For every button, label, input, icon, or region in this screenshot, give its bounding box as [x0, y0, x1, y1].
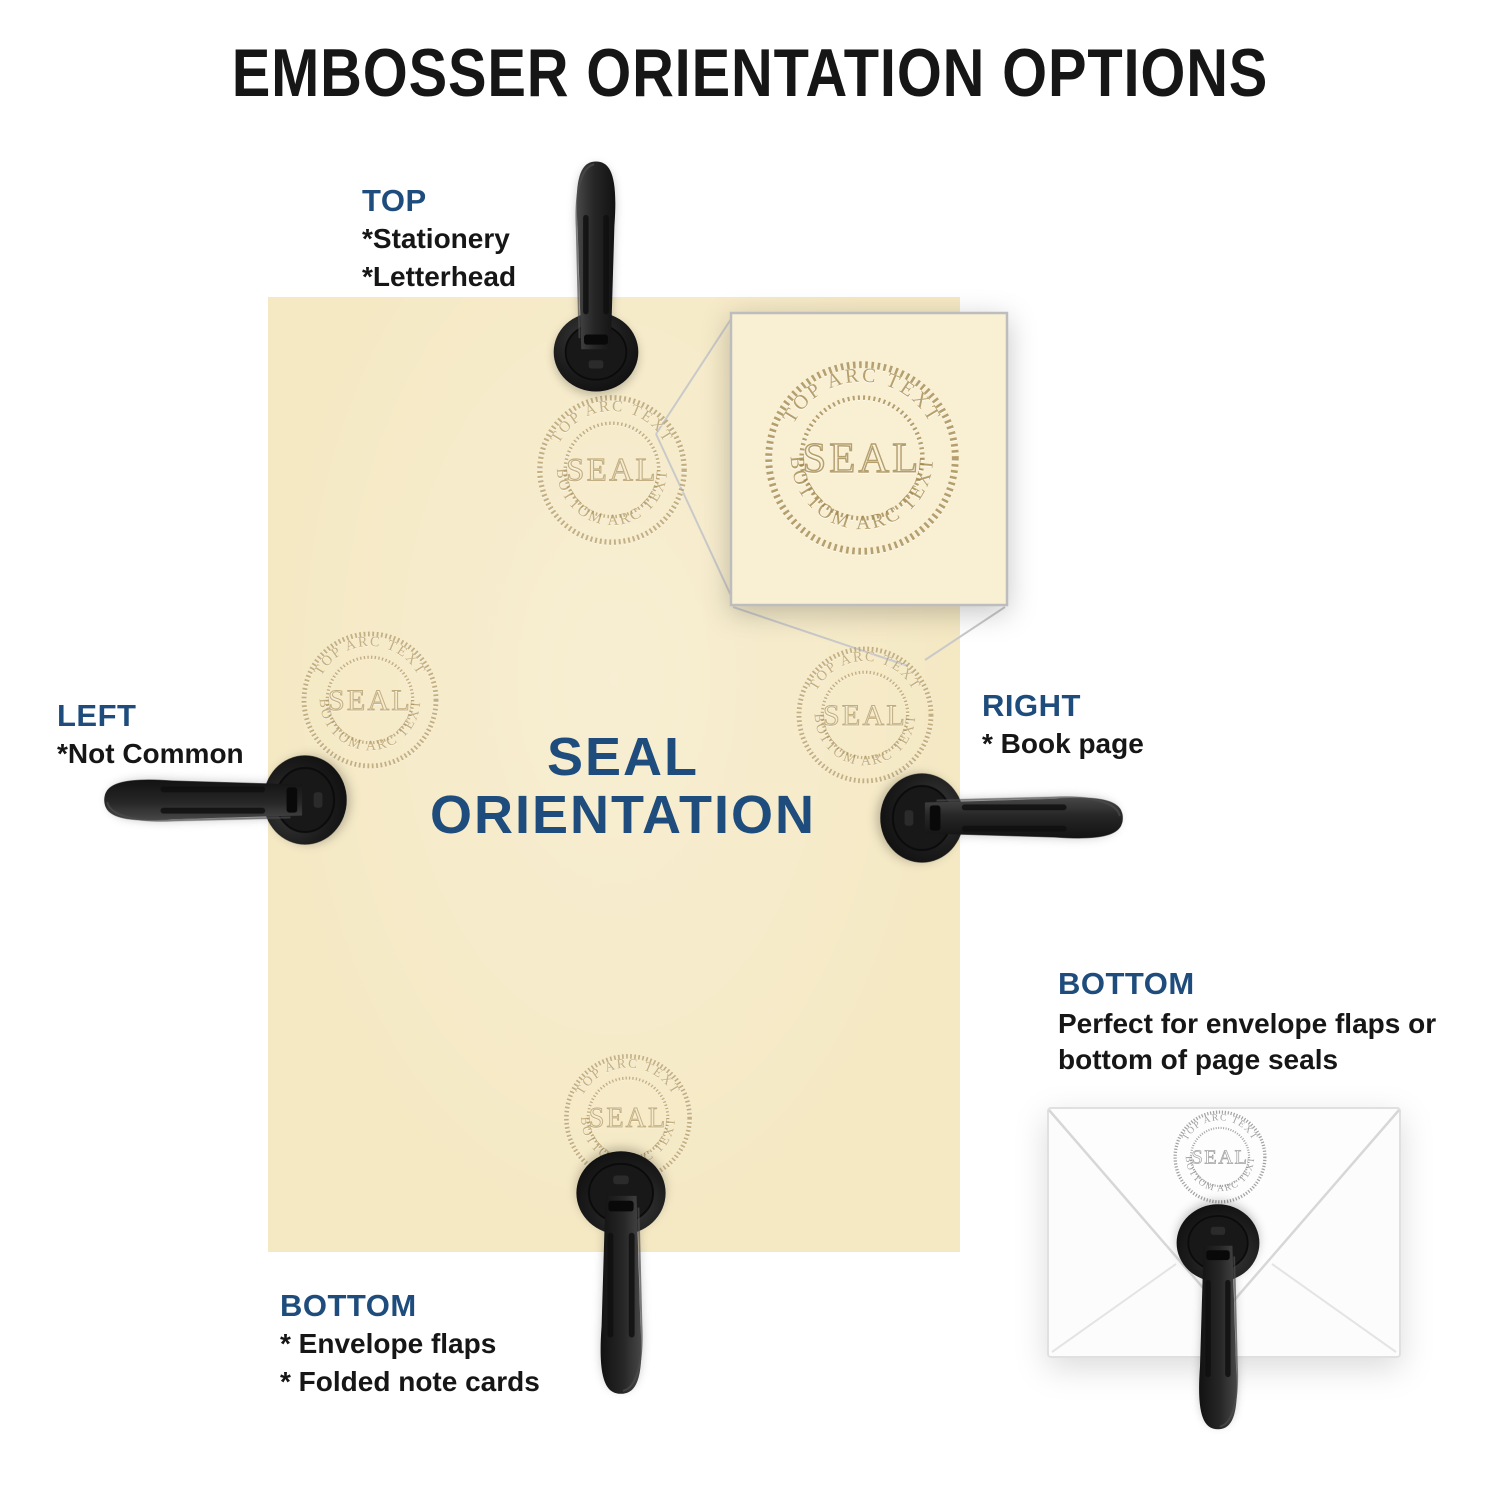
diagram-canvas: TOP ARC TEXT BOTTOM ARC TEXT SEAL: [0, 0, 1500, 1500]
annotation-left-heading: LEFT: [57, 698, 137, 733]
callout-line: [656, 316, 733, 434]
annotation-right-item: * Book page: [982, 728, 1144, 759]
inset-zoom-panel: [731, 313, 1007, 605]
seal-imprint-top: [540, 398, 684, 542]
envelope-example: [1048, 1108, 1400, 1429]
annotation-bottom-right-heading: BOTTOM: [1058, 966, 1195, 1001]
annotation-top-item: *Stationery: [362, 223, 510, 254]
annotation-top-item: *Letterhead: [362, 261, 517, 292]
embosser-bottom: [576, 1151, 665, 1394]
page-title: EMBOSSER ORIENTATION OPTIONS: [231, 35, 1269, 111]
annotation-top-heading: TOP: [362, 183, 427, 218]
callout-line: [925, 607, 1005, 660]
annotation-bottom-heading: BOTTOM: [280, 1288, 417, 1323]
annotation-bottom-right: [1058, 966, 1498, 1078]
embosser-right: [880, 773, 1123, 862]
annotation-bottom: [280, 1288, 540, 1400]
annotation-left-item: *Not Common: [57, 738, 244, 769]
annotation-bottom-item: * Folded note cards: [280, 1366, 540, 1397]
annotation-right-heading: RIGHT: [982, 688, 1081, 723]
callout-line: [656, 434, 733, 600]
annotation-top: [362, 183, 516, 295]
annotation-right: [982, 688, 1144, 762]
annotation-bottom-right-description: Perfect for envelope flaps or bottom of page seals: [1058, 1008, 1437, 1075]
embosser-top: [554, 162, 639, 392]
seal-orientation-label: SEAL ORIENTATION: [430, 727, 816, 845]
annotation-left: [57, 698, 244, 772]
annotation-bottom-item: * Envelope flaps: [280, 1328, 497, 1359]
